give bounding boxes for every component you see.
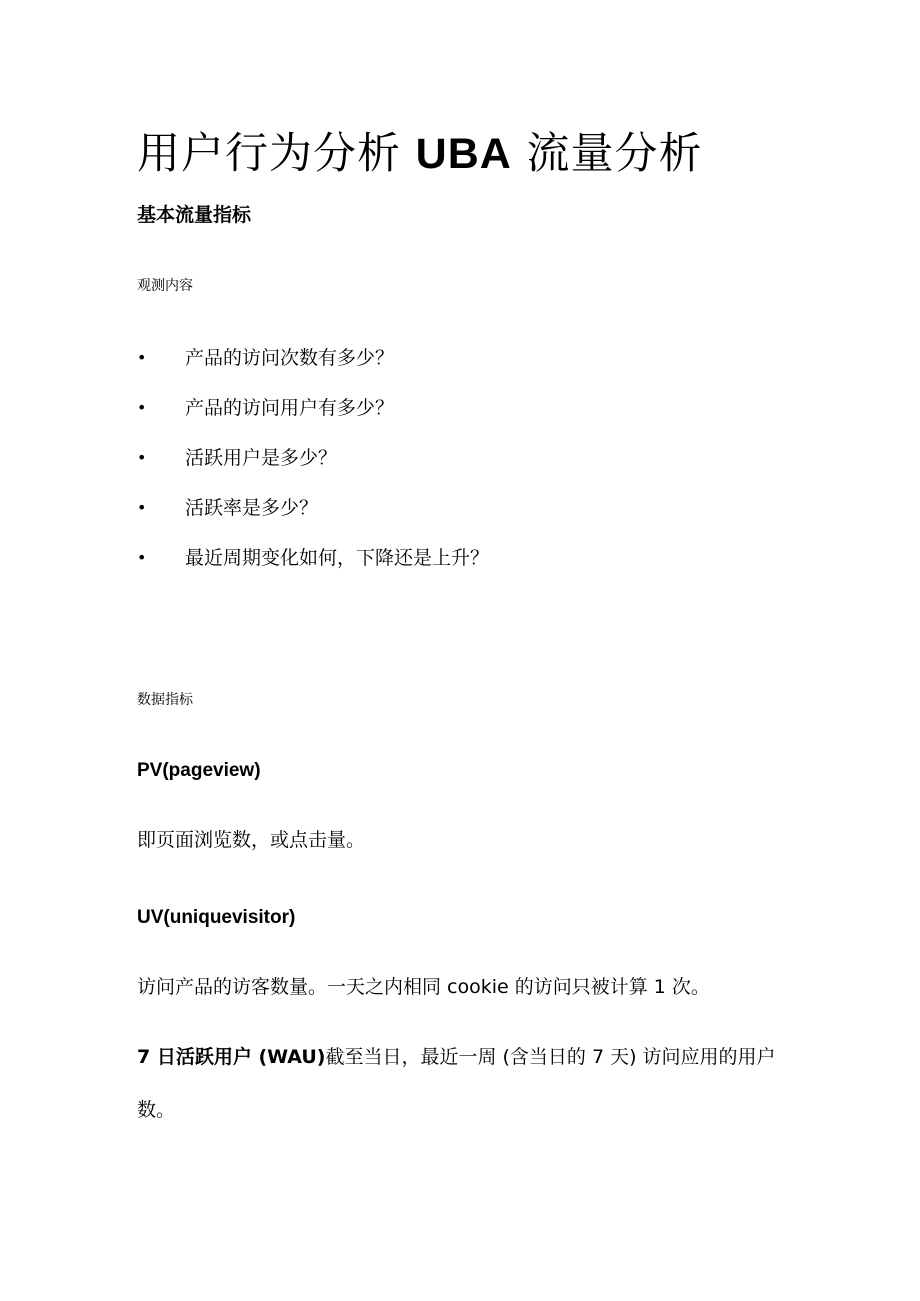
- title-bold: UBA: [415, 130, 512, 178]
- uv-description: 访问产品的访客数量。一天之内相同 cookie 的访问只被计算 1 次。: [137, 976, 710, 998]
- bullet-icon: •: [137, 498, 147, 517]
- title-prefix: 用户行为分析: [137, 129, 416, 179]
- question-text: 活跃率是多少？: [185, 497, 319, 519]
- pv-description: 即页面浏览数，或点击量。: [137, 829, 366, 851]
- section-heading: 基本流量指标: [137, 204, 252, 226]
- metrics-label: 数据指标: [137, 692, 193, 708]
- question-text: 产品的访问用户有多少？: [185, 397, 395, 419]
- uv-heading: UV(uniquevisitor): [137, 907, 296, 928]
- wau-description: 截至当日，最近一周 (含当日的 7 天) 访问应用的用户数。: [137, 1046, 776, 1121]
- observe-label: 观测内容: [137, 278, 193, 294]
- question-text: 产品的访问次数有多少？: [185, 347, 395, 369]
- page-title: [137, 128, 703, 180]
- question-text: 活跃用户是多少？: [185, 447, 338, 469]
- title-suffix: 流量分析: [511, 129, 703, 179]
- pv-heading: PV(pageview): [137, 760, 261, 781]
- wau-paragraph: [137, 1031, 777, 1137]
- wau-term: 7 日活跃用户 (WAU): [137, 1046, 326, 1068]
- bullet-icon: •: [137, 348, 147, 367]
- question-text: 最近周期变化如何，下降还是上升？: [185, 547, 490, 569]
- bullet-icon: •: [137, 548, 147, 567]
- bullet-icon: •: [137, 448, 147, 467]
- bullet-icon: •: [137, 398, 147, 417]
